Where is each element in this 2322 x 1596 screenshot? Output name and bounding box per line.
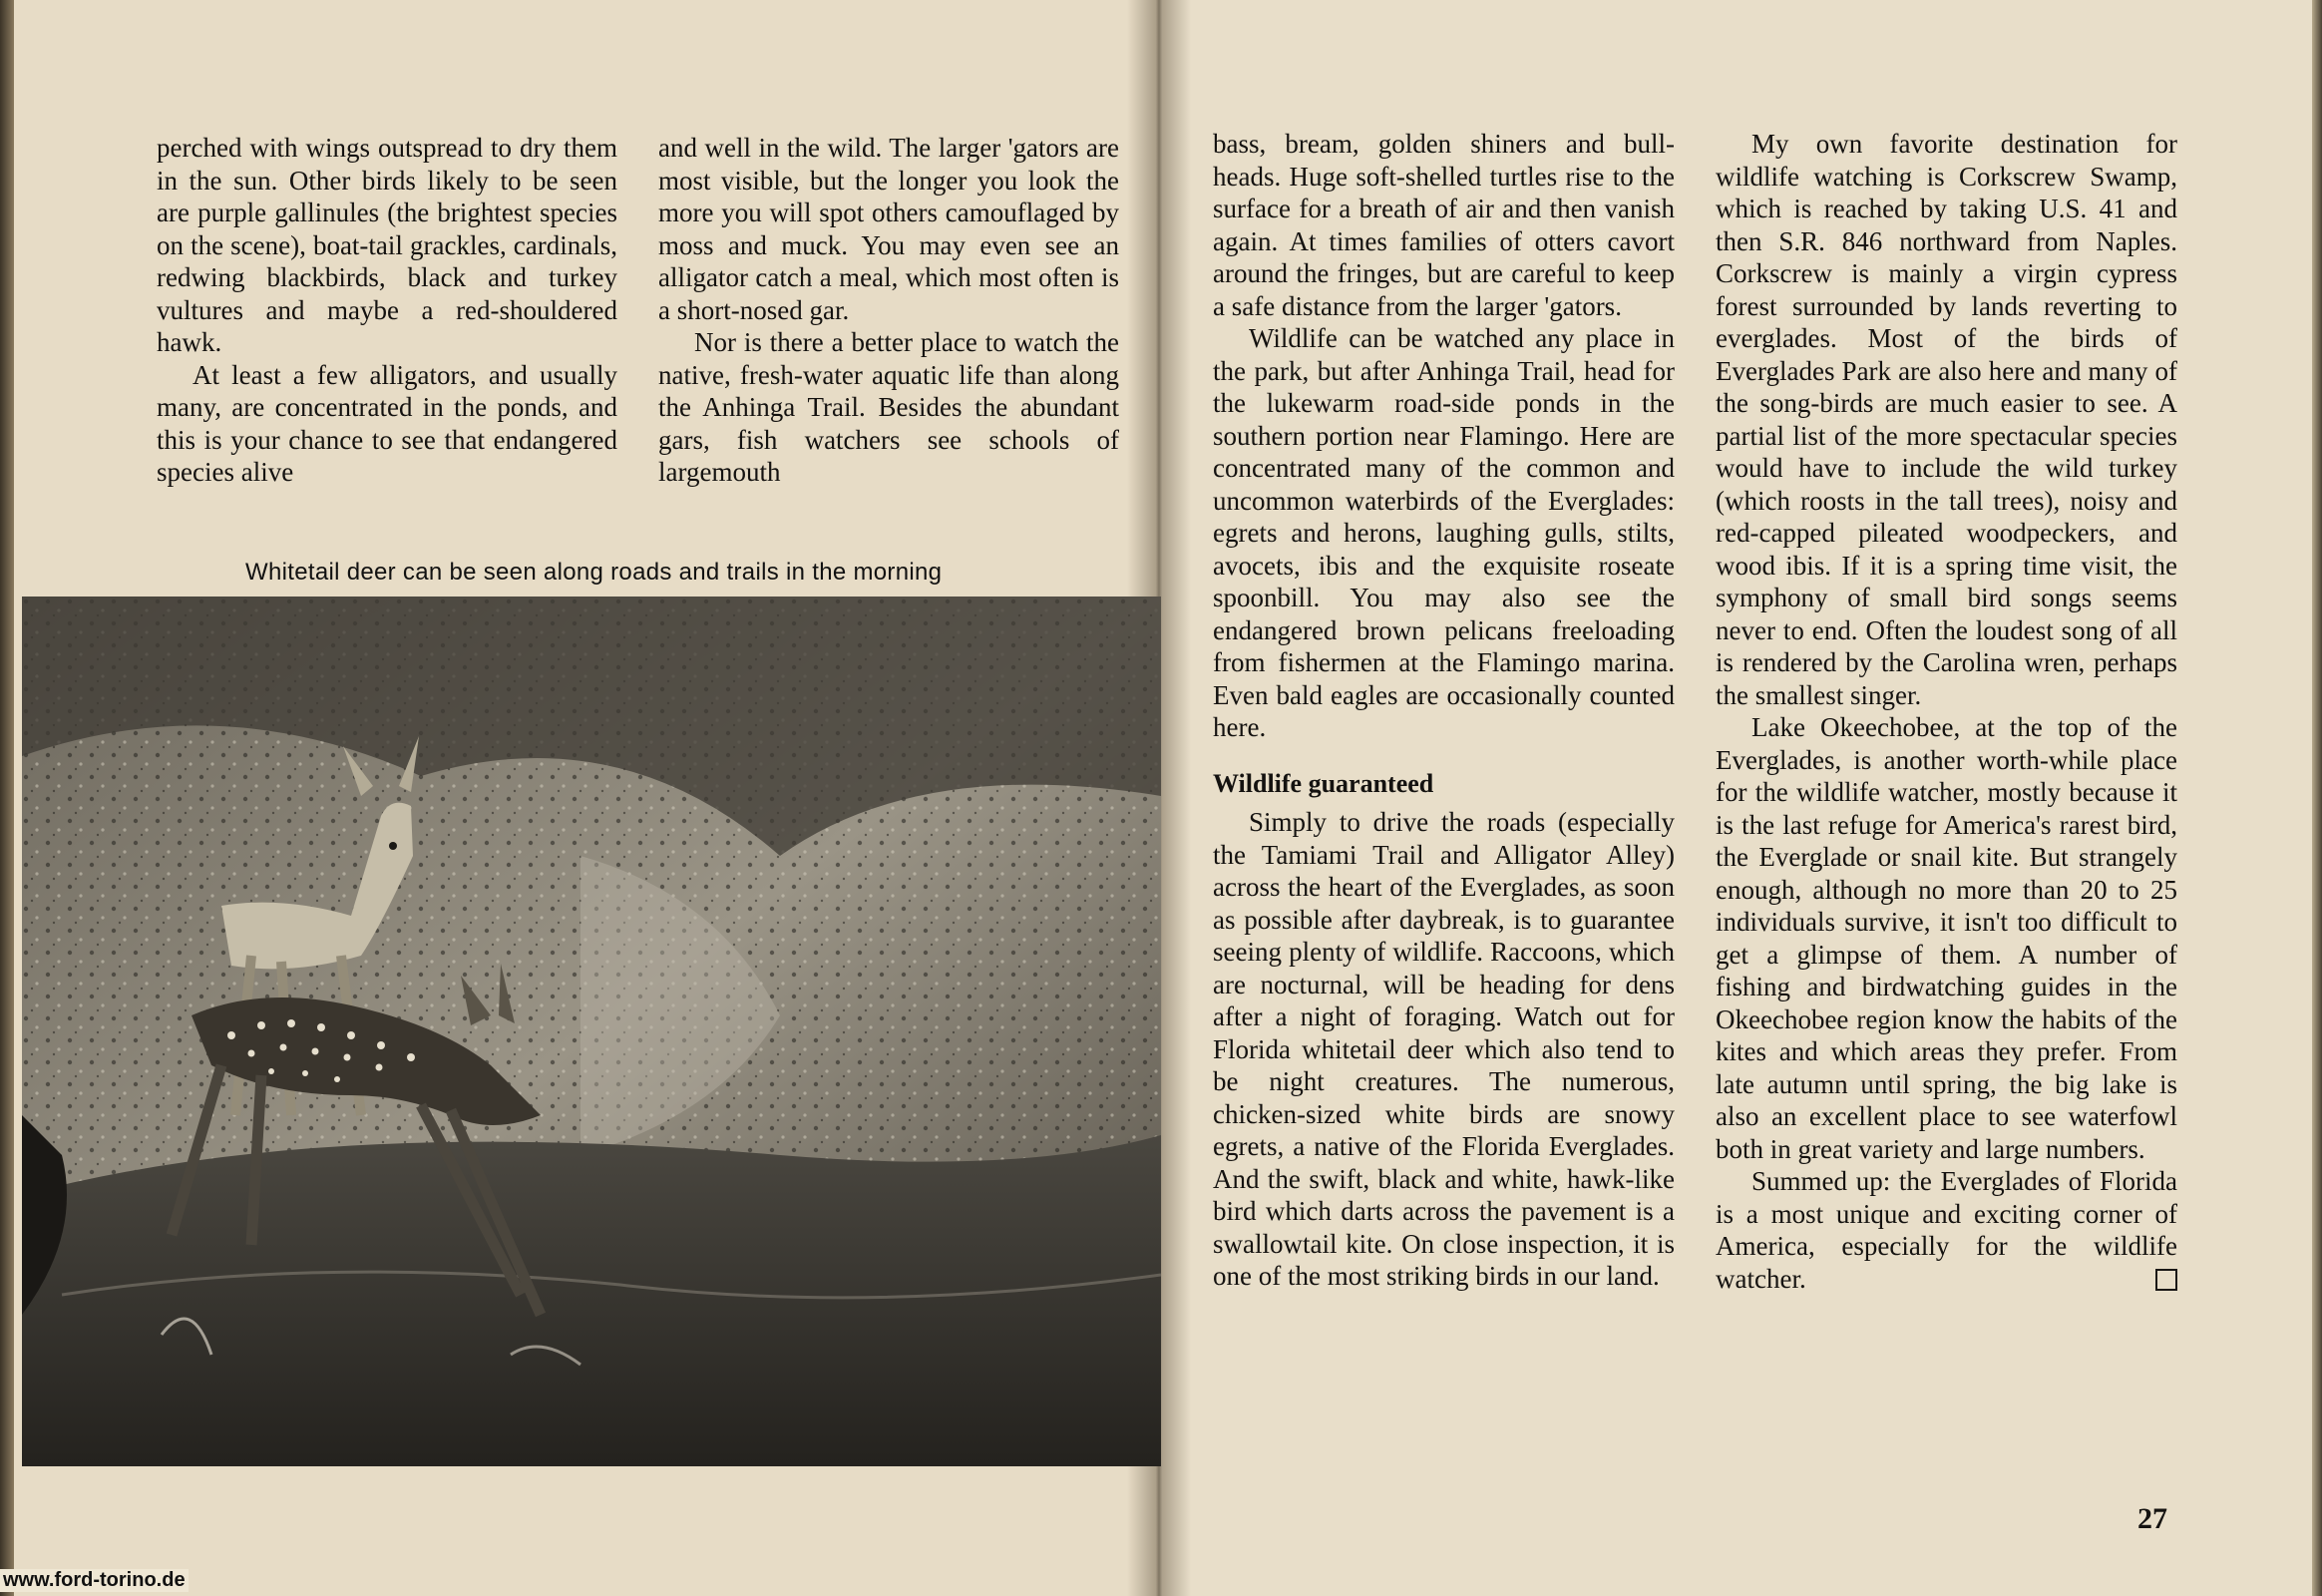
left-page-column-1 [157,132,617,489]
book-edge-right [2312,0,2322,1596]
paragraph: At least a few alligators, and usually many, are concentrated in the ponds, and this is your chance to see that endangered species alive [157,359,617,487]
paragraph: Wildlife can be watched any place in the park, but after Anhinga Trail, head for the lukewarm road-side ponds in the southern portion near Flamingo. Here are concentrated many of the common and uncommon waterbirds of the Everglades: egrets and herons, laughing gulls, stilts, avocets, ibis and the exquisite roseate spoonbill. You may also see the endangered brown pelicans freeloading from fishermen at the Flamingo marina. Even bald eagles are occasionally counted here. [1213,323,1675,742]
deer-photo-graphic [22,597,1161,1466]
photo-caption: Whitetail deer can be seen along roads and trails in the morning [245,559,943,586]
watermark-url: www.ford-torino.de [0,1569,189,1592]
left-page-column-2 [658,132,1119,489]
paragraph: and well in the wild. The larger 'gators are most visible, but the longer you look the more you will spot others camouflaged by moss and muck. You may even see an alligator catch a meal, which most often is a short-nosed gar. [658,133,1119,325]
paragraph: Nor is there a better place to watch the native, fresh-water aquatic life than along the Anhinga Trail. Besides the abundant gars, fish watchers see schools of largemouth [658,327,1119,487]
right-page-column-1 [1213,128,1675,1293]
paragraph: Simply to drive the roads (especially the Tamiami Trail and Alligator Alley) across the heart of the Everglades, as soon as possible after daybreak, is to guarantee seeing plenty of wildlife. Raccoons, which are nocturnal, will be heading for dens after a night of foraging. Watch out for Florida whitetail deer which also tend to be night creatures. The numerous, chicken-sized white birds are snowy egrets, a native of the Florida Everglades. And the swift, black and white, hawk-like bird which darts across the pavement is a swallowtail kite. On close inspection, it is one of the most striking birds in our land. [1213,807,1675,1291]
paragraph: My own favorite destination for wildlife watching is Corkscrew Swamp, which is reached by taking U.S. 41 and then S.R. 846 northward from Naples. Corkscrew is mainly a virgin cypress forest surrounded by lands reverting to everglades. Most of the birds of Everglades Park are also here and many of the song-birds are much easier to see. A partial list of the more spectacular species would have to include the wild turkey (which roosts in the tall trees), noisy and red-capped pileated woodpeckers, and wood ibis. If it is a spring time visit, the symphony of small bird songs seems never to end. Often the loudest song of all is rendered by the Carolina wren, perhaps the smallest singer. [1716,129,2177,710]
page-number: 27 [2137,1502,2167,1535]
paragraph: perched with wings outspread to dry them in the sun. Other birds likely to be seen are purple gallinules (the brightest species on the scene), boat-tail grackles, cardinals, redwing blackbirds, black and turkey vultures and maybe a red-shouldered hawk. [157,133,617,357]
closing-text: Summed up: the Everglades of Florida is a most unique and exciting corner of America, especially for the wildlife watcher. [1716,1166,2177,1294]
right-page-column-2 [1716,128,2177,1295]
end-mark-icon [2155,1269,2177,1291]
closing-paragraph [1716,1165,2177,1295]
book-edge-left [0,0,14,1596]
section-heading: Wildlife guaranteed [1213,768,1434,798]
deer-photo [22,597,1161,1466]
paragraph: Lake Okeechobee, at the top of the Everglades, is another worth-while place for the wildlife watcher, mostly because it is the last refuge for America's rarest bird, the Everglade or snail kite. But strangely enough, although no more than 20 to 25 individuals survive, it isn't too difficult to get a glimpse of them. A number of fishing and birdwatching guides in the Okeechobee region know the habits of the kites and which areas they prefer. From late autumn until spring, the big lake is also an excellent place to see waterfowl both in great variety and large numbers. [1716,712,2177,1164]
paragraph: bass, bream, golden shiners and bull-heads. Huge soft-shelled turtles rise to the surface for a breath of air and then vanish again. At times families of otters cavort around the fringes, but are careful to keep a safe distance from the larger 'gators. [1213,129,1675,321]
